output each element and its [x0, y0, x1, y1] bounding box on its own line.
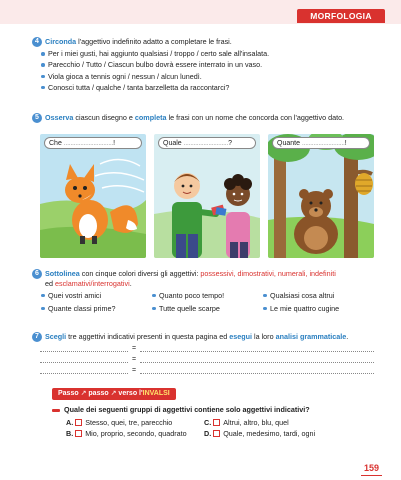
sentence-item[interactable]: Parecchio / Tutto / Ciascun bulbo dovrà essere interrato in un vaso. [41, 60, 372, 70]
exercise-number: 4 [32, 37, 42, 47]
bear-illustration [268, 134, 374, 258]
bubble-end: ? [228, 140, 232, 147]
option-letter: D. [204, 429, 212, 439]
instruction-keyword: analisi grammaticale [275, 332, 347, 341]
exercise-5-instruction [32, 113, 372, 123]
instruction-keyword: Sottolinea [45, 269, 80, 278]
instruction-text: ed [45, 279, 55, 289]
adjective-categories: possessivi, dimostrativi, numerali, indefiniti [200, 269, 336, 278]
phrase-item[interactable]: Quei vostri amici [41, 291, 152, 301]
instruction-text: l'aggettivo indefinito adatto a completare le frasi. [76, 37, 232, 46]
quiz-option-c[interactable] [204, 418, 374, 428]
phrase-item[interactable]: Quanto poco tempo! [152, 291, 263, 301]
quiz-options [66, 418, 372, 439]
instruction-keyword: esegui [229, 332, 252, 341]
option-text: Mio, proprio, secondo, quadrato [85, 429, 187, 439]
phrase-column [41, 291, 152, 316]
tag-part: Passo [58, 390, 79, 397]
quiz-question [52, 405, 372, 415]
exercise-6-instruction-line2 [45, 279, 372, 289]
phrase-item[interactable]: Qualsiasi cosa altrui [263, 291, 372, 301]
checkbox[interactable] [213, 430, 220, 437]
instruction-keyword: Scegli [45, 332, 67, 341]
checkbox[interactable] [75, 430, 82, 437]
checkbox[interactable] [75, 419, 82, 426]
bubble-lead: Quante [277, 140, 300, 147]
kids-scene-icon [154, 134, 260, 258]
invalsi-quiz [52, 405, 372, 439]
equals-sign: = [132, 367, 137, 374]
fox-scene-icon [40, 134, 146, 258]
quiz-option-a[interactable] [66, 418, 194, 428]
speech-bubble[interactable] [272, 137, 370, 149]
bubble-blank: .............................. [63, 140, 114, 147]
phrase-columns [41, 291, 372, 316]
phrase-column [263, 291, 372, 316]
exercise-4-instruction [32, 37, 372, 47]
option-letter: B. [66, 429, 74, 439]
answer-line[interactable] [40, 356, 374, 367]
phrase-item[interactable]: Quante classi prime? [41, 304, 152, 314]
bear-scene-icon [268, 134, 374, 258]
bubble-end: ! [344, 140, 347, 147]
bubble-end: ! [113, 140, 116, 147]
tag-part: passo [88, 390, 109, 397]
option-letter: A. [66, 417, 74, 427]
option-text: Quale, medesimo, tardi, ogni [223, 429, 316, 439]
exercise-number: 7 [32, 332, 42, 342]
phrase-column [152, 291, 263, 316]
checkbox[interactable] [213, 419, 220, 426]
section-tag: MORFOLOGIA [297, 9, 385, 23]
bubble-lead: Che [49, 140, 62, 147]
quiz-option-b[interactable] [66, 429, 194, 439]
equals-sign: = [132, 345, 137, 352]
instruction-text: con cinque colori diversi gli aggettivi: [79, 269, 201, 278]
quiz-option-d[interactable] [204, 429, 374, 439]
instruction-keyword: Circonda [45, 37, 77, 46]
sentence-item[interactable]: Per i miei gusti, hai aggiunto qualsiasi / troppo / certo sale all'insalata. [41, 49, 372, 59]
option-text: Altrui, altro, blu, quel [223, 417, 289, 427]
tag-part: verso l' [118, 390, 143, 397]
adjective-categories: esclamativi/interrogativi [55, 279, 130, 289]
exercise-7-instruction [32, 332, 372, 342]
instruction-text: . [129, 279, 132, 289]
answer-lines [40, 345, 374, 378]
exercise-6-instruction [32, 269, 372, 279]
exercise-number: 6 [32, 269, 42, 279]
option-letter: C. [204, 417, 212, 427]
pencil-icon [52, 409, 60, 412]
illustrations [40, 134, 374, 258]
fox-illustration [40, 134, 146, 258]
phrase-item[interactable]: Le mie quattro cugine [263, 304, 372, 314]
bubble-blank: .......................... [301, 140, 345, 147]
bubble-blank: ........................... [183, 140, 229, 147]
instruction-text: . [346, 332, 349, 341]
question-text: Quale dei seguenti gruppi di aggettivi contiene solo aggettivi indicativi? [64, 405, 310, 414]
exercise-4 [32, 37, 372, 94]
speech-bubble[interactable] [158, 137, 256, 149]
sentence-list [41, 49, 372, 92]
equals-sign: = [132, 356, 137, 363]
sentence-item[interactable]: Conosci tutta / qualche / tanta barzelletta da raccontarci? [41, 83, 372, 93]
speech-bubble[interactable] [44, 137, 142, 149]
invalsi-tag: Passo ↗ passo ↗ verso l'INVALSI [52, 388, 176, 400]
bubble-lead: Quale [163, 140, 182, 147]
tag-part: INVALSI [142, 390, 170, 397]
sentence-item[interactable]: Viola gioca a tennis ogni / nessun / alcun lunedì. [41, 72, 372, 82]
answer-line[interactable] [40, 345, 374, 356]
page-number: 159 [364, 463, 380, 473]
instruction-text: la loro [252, 332, 276, 341]
instruction-keyword: completa [134, 113, 167, 122]
instruction-text: tre aggettivi indicativi presenti in questa pagina ed [66, 332, 230, 341]
kids-illustration [154, 134, 260, 258]
instruction-text: ciascun disegno e [73, 113, 135, 122]
instruction-text: le frasi con un nome che concorda con l'aggettivo dato. [166, 113, 345, 122]
answer-line[interactable] [40, 367, 374, 378]
phrase-item[interactable]: Tutte quelle scarpe [152, 304, 263, 314]
exercise-6 [32, 269, 372, 316]
instruction-keyword: Osserva [45, 113, 74, 122]
exercise-number: 5 [32, 113, 42, 123]
option-text: Stesso, quei, tre, parecchio [85, 417, 173, 427]
